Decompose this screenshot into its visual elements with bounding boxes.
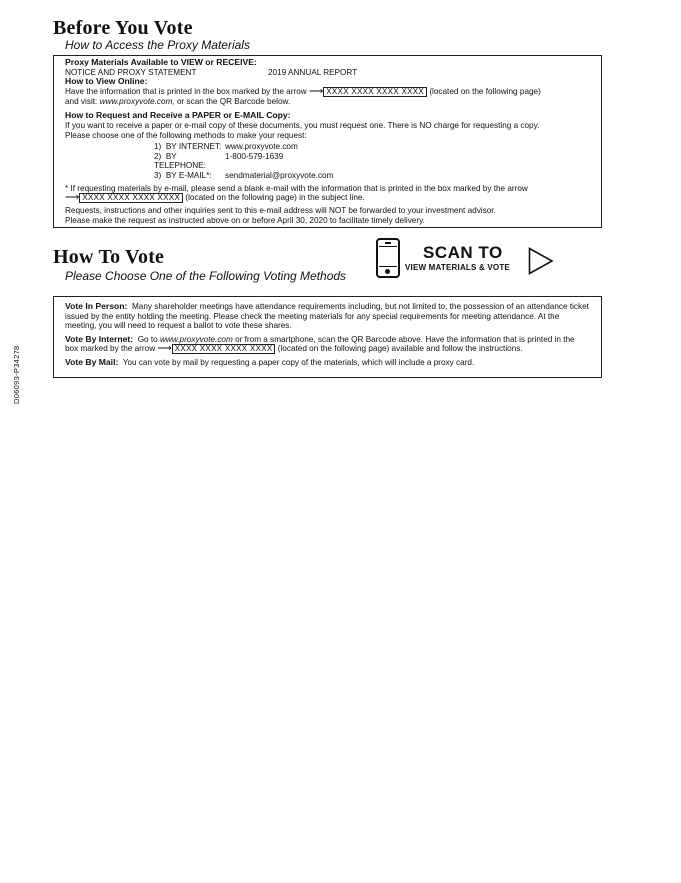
method-value-internet[interactable]: www.proxyvote.com (225, 142, 298, 152)
method-value-telephone[interactable]: 1-800-579-1639 (225, 151, 284, 161)
section-title-before-you-vote: Before You Vote (53, 17, 193, 39)
email-note-2: (located on the following page) in the subject line. (185, 193, 365, 203)
method-num: 1) (154, 142, 162, 152)
vote-in-person-label: Vote In Person: (65, 301, 128, 311)
view-online-text (65, 87, 590, 97)
method-label: BY TELEPHONE: (154, 151, 206, 171)
section-title-how-to-vote: How To Vote (53, 246, 165, 268)
control-number-box: XXXX XXXX XXXX XXXX (323, 87, 427, 97)
internet-text-3: (located on the following page) available and follow the instructions. (277, 344, 523, 354)
scan-to-title: SCAN TO (423, 243, 503, 262)
request-method-email (154, 171, 590, 181)
material-item: NOTICE AND PROXY STATEMENT (65, 67, 197, 77)
method-label: BY INTERNET: (165, 142, 222, 152)
control-number-box: XXXX XXXX XXXX XXXX (79, 193, 183, 203)
section-subtitle-methods: Please Choose One of the Following Voting Methods (65, 269, 347, 283)
proxyvote-link[interactable]: www.proxyvote.com (160, 334, 233, 344)
voting-methods-box (53, 296, 602, 378)
control-number-box: XXXX XXXX XXXX XXXX (172, 344, 276, 354)
view-online-heading: How to View Online: (65, 76, 148, 87)
view-text-3: and visit: (65, 96, 98, 106)
scan-to-subtitle: VIEW MATERIALS & VOTE (405, 263, 510, 272)
method-label: BY E-MAIL*: (165, 170, 212, 180)
arrow-icon: ⟶ (308, 85, 324, 97)
vote-in-person-text: Many shareholder meetings have attendance requirements including, but not limited to, the possession of an attendance ticket issued by the entity holding the meeting. Please check the meeting materials for any special requirements for meeting attendance. At the meeting, you will need to request a ballot to vote these shares. (65, 302, 589, 331)
arrow-icon: ⟶ (157, 343, 172, 355)
request-method-internet (154, 142, 590, 152)
footer-note-2: Please make the request as instructed above on or before April 30, 2020 to facilitate timely delivery. (65, 215, 425, 225)
proxyvote-link[interactable]: www.proxyvote.com, (99, 96, 175, 106)
method-value-email[interactable]: sendmaterial@proxyvote.com (225, 170, 334, 180)
internet-text-1: Go to (137, 334, 158, 344)
vote-by-mail-text: You can vote by mail by requesting a paper copy of the materials, which will include a proxy card. (122, 358, 475, 368)
play-arrow-icon (528, 247, 554, 275)
view-text-1: Have the information that is printed in the box marked by the arrow (65, 86, 307, 96)
view-online-text-line2 (65, 97, 590, 107)
email-note-2-line (65, 193, 590, 203)
vote-by-internet-label: Vote By Internet: (65, 333, 134, 344)
request-text-2: Please choose one of the following methods to make your request: (65, 130, 307, 140)
method-num: 3) (154, 170, 162, 180)
smartphone-icon (376, 238, 400, 278)
email-note-1: * If requesting materials by e-mail, please send a blank e-mail with the information that is printed in the box marked by the arrow (65, 183, 528, 193)
view-text-2: (located on the following page) (429, 86, 541, 96)
request-method-telephone (154, 152, 590, 171)
materials-heading: Proxy Materials Available to VIEW or RECEIVE: (65, 57, 257, 67)
section-subtitle-access: How to Access the Proxy Materials (65, 38, 250, 52)
vote-by-mail-label: Vote By Mail: (65, 357, 119, 368)
proxy-materials-box (53, 55, 602, 228)
arrow-icon: ⟶ (65, 192, 80, 204)
footer-note-1: Requests, instructions and other inquiries sent to this e-mail address will NOT be forwarded to your investment advisor. (65, 206, 496, 216)
request-heading: How to Request and Receive a PAPER or E-MAIL Copy: (65, 110, 291, 121)
vote-by-mail (65, 358, 590, 368)
vote-by-internet (65, 335, 590, 355)
material-item: 2019 ANNUAL REPORT (268, 67, 358, 77)
internet-text-2: or from a smartphone, scan the QR Barcode above. Have the information that is printed in the box marked by the arrow (65, 334, 575, 354)
vote-in-person (65, 302, 590, 331)
method-num: 2) (154, 151, 162, 161)
request-text-1: If you want to receive a paper or e-mail copy of these documents, you must request one. There is NO charge for requesting a copy. (65, 120, 540, 130)
view-text-4: or scan the QR Barcode below. (176, 96, 291, 106)
document-code: D06093-P34278 (12, 345, 21, 404)
